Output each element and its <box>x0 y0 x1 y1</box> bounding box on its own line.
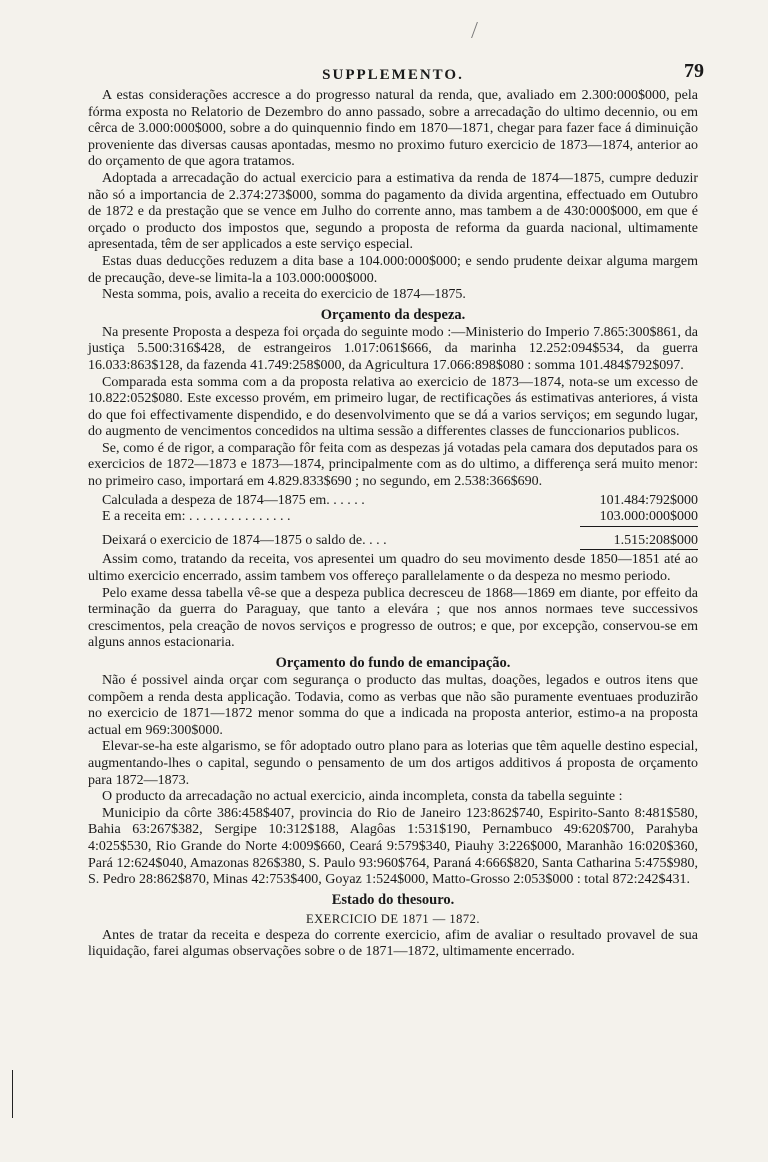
calc-label: Deixará o exercicio de 1874—1875 o saldo de. . . . <box>102 532 387 548</box>
calc-value: 101.484:792$000 <box>599 492 698 508</box>
body-text <box>88 88 698 961</box>
paragraph: A estas considerações accresce a do progresso natural da renda, que, avaliado em 2.300:000$000, pela fórma exposta no Relatorio de Dezembro do anno passado, sobre a arrecadação do ultimo decennio, ou em cêrca de 3.000:000$000, sobre a do quinquennio findo em 1870—1871, chegar para fazer face á diminuição proveniente das diversas causas apontadas, mesmo no proximo futuro exercicio de 1873—1874, anterior ao do orçamento de que agora tratamos. <box>88 88 698 170</box>
section-title-emancipacao: Orçamento do fundo de emancipação. <box>275 655 511 671</box>
calc-row-receita <box>88 509 698 527</box>
paragraph: O producto da arrecadação no actual exercicio, ainda incompleta, consta da tabella seguinte : <box>102 789 623 805</box>
page-header <box>88 60 704 88</box>
paragraph: Antes de tratar da receita e despeza do corrente exercicio, afim de avaliar o resultado provavel de sua liquidação, farei algumas observações sobre o de 1871—1872, ultimamente encerrado. <box>88 927 698 960</box>
calc-value: 103.000:000$000 <box>580 509 698 527</box>
paragraph: Estas duas deducções reduzem a dita base a 104.000:000$000; e sendo prudente deixar alguma margem de precaução, deve-se limita-la a 103.000:000$000. <box>88 253 698 286</box>
paragraph: Comparada esta somma com a da proposta relativa ao exercicio de 1873—1874, nota-se um excesso de 10.822:052$080. Este excesso provém, em primeiro lugar, de rectificações ás estimativas anteriores, á vista do que foi effectivamente dispendido, e do desenvolvimento que se dá a varios serviços; em segundo lugar, do augmento de vencimentos concedidos na ultima sessão a differentes classes de funccionarios publicos. <box>88 374 698 440</box>
calc-value: 1.515:208$000 <box>580 533 698 551</box>
section-title-thesouro: Estado do thesouro. <box>331 891 455 908</box>
calc-row-saldo <box>88 533 698 551</box>
stray-ink-mark <box>463 22 478 38</box>
calc-row-despeza <box>88 493 698 510</box>
margin-mark <box>12 1070 13 1118</box>
paragraph: Assim como, tratando da receita, vos apresentei um quadro do seu movimento desde 1850—1851 até ao ultimo exercicio encerrado, assim tambem vos offereço parallelamente o da despeza no mesmo periodo. <box>88 552 698 585</box>
calc-label: E a receita em: . . . . . . . . . . . . . . . <box>102 509 291 525</box>
paragraph: Nesta somma, pois, avalio a receita do exercicio de 1874—1875. <box>102 287 466 303</box>
page-number: 79 <box>684 60 704 82</box>
balance-calculation <box>88 493 698 551</box>
section-title-despeza: Orçamento da despeza. <box>320 306 466 323</box>
running-title: SUPPLEMENTO. <box>322 67 464 83</box>
paragraph: Municipio da côrte 386:458$407, provincia do Rio de Janeiro 123:862$740, Espirito-Santo 8:481$580, Bahia 63:267$382, Sergipe 10:312$188, Alagôas 1:531$190, Pernambuco 49:620$700, Parahyba 4:025$530, Rio Grande do Norte 4:009$660, Ceará 9:579$340, Piauhy 3:226$000, Maranhão 16:020$360, Pará 12:624$040, Amazonas 826$380, S. Paulo 93:960$764, Paraná 4:666$820, Santa Catharina 5:475$980, S. Pedro 28:862$870, Minas 42:753$400, Goyaz 1:524$000, Matto-Grosso 2:053$000 : total 872:242$431. <box>88 805 698 888</box>
paragraph: Na presente Proposta a despeza foi orçada do seguinte modo :—Ministerio do Imperio 7.865:300$861, da justiça 5.500:316$428, de estrangeiros 1.017:061$666, da marinha 12.252:094$534, da guerra 16.033:863$128, da fazenda 41.749:258$000, da Agricultura 17.066:898$080 : somma 101.484$792$097. <box>88 324 698 373</box>
paragraph: Adoptada a arrecadação do actual exercicio para a estimativa da renda de 1874—1875, cumpre deduzir não só a importancia de 2.374:273$000, somma do pagamento da divida argentina, effectuado em Outubro de 1872 e da prestação que se vence em Julho do corrente anno, mas tambem a de 430:000$000, em que é orçado o producto dos impostos que, segundo a proposta de reforma da guarda nacional, ultimamente apresentada, têm de ser applicados a este serviço especial. <box>88 170 698 253</box>
calc-label: Calculada a despeza de 1874—1875 em. . . . . . <box>102 492 365 508</box>
paragraph: Se, como é de rigor, a comparação fôr feita com as despezas já votadas pela camara dos deputados para os exercicios de 1872—1873 e 1873—1874, principalmente com as do ultimo, a differença será muito menor: no primeiro caso, importará em 4.829.833$690 ; no segundo, em 2.538:366$690. <box>88 440 698 490</box>
subsection-title: EXERCICIO DE 1871 — 1872. <box>306 911 480 926</box>
paragraph: Pelo exame dessa tabella vê-se que a despeza publica decresceu de 1868—1869 em diante, por effeito da terminação da guerra do Paraguay, que tanto a elevára ; que nos annos normaes teve successivos crescimentos, pela creação de novos serviços e progresso de outros; e que, por excepção, conservou-se em alguns annos estacionaria. <box>88 585 698 651</box>
paragraph: Elevar-se-ha este algarismo, se fôr adoptado outro plano para as loterias que têm aquelle destino especial, augmentando-lhes o capital, segundo o pensamento de um dos artigos additivos á proposta de orçamento para 1872—1873. <box>88 739 698 788</box>
paragraph: Não é possivel ainda orçar com segurança o producto das multas, doações, legados e outros itens que compõem a renda desta applicação. Todavia, como as verbas que não são puramente eventuaes produzirão no exercicio de 1871—1872 menor somma do que a indicada na proposta anterior, estimo-a na proposta actual em 969:300$000. <box>88 673 698 738</box>
